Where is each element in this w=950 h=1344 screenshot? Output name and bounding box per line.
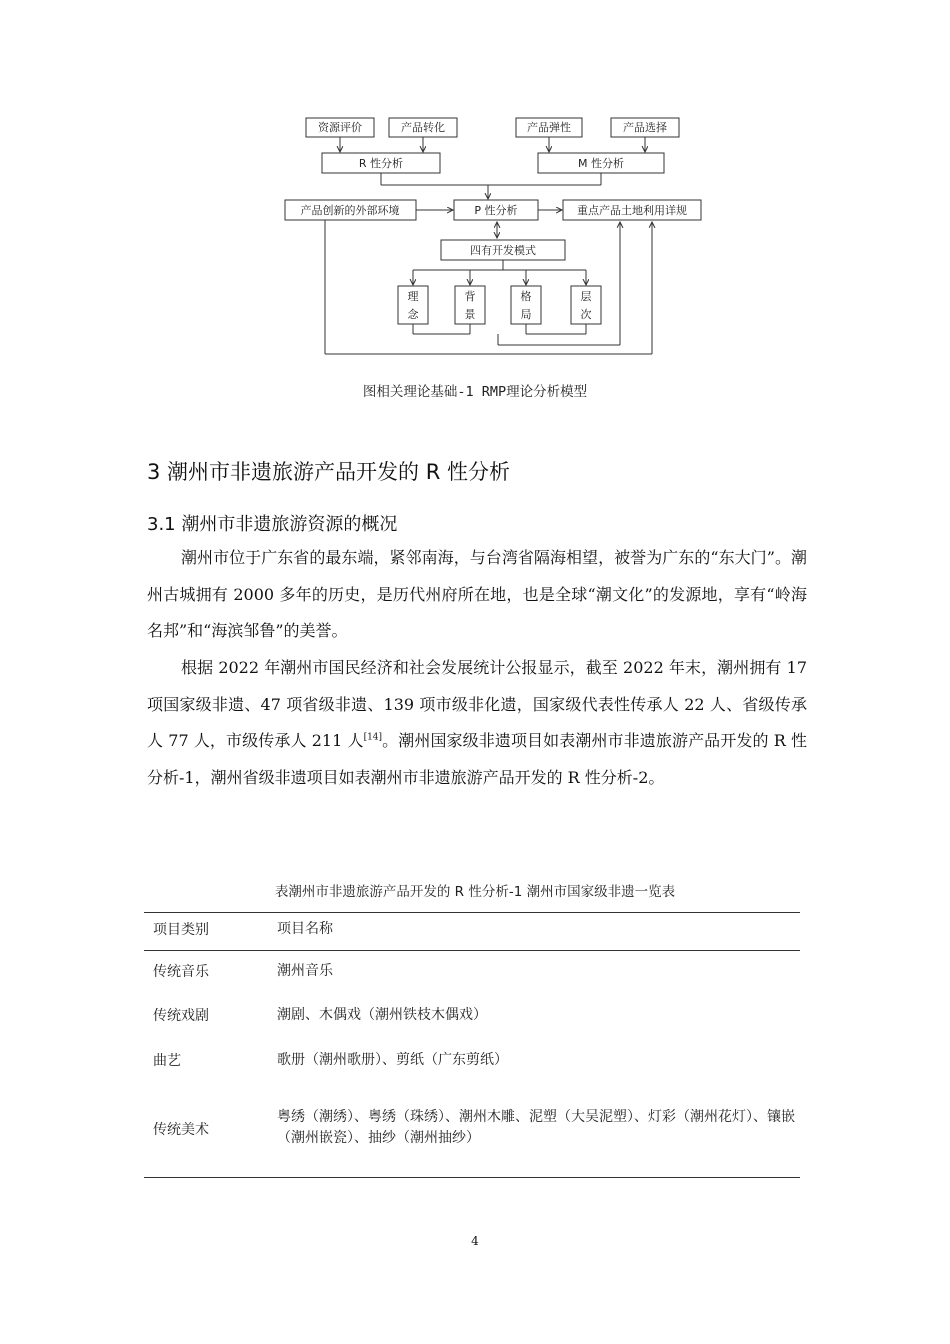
box-land-plan: 重点产品土地利用详规 <box>577 204 687 217</box>
paragraph-intro: 潮州市位于广东省的最东端，紧邻南海，与台湾省隔海相望，被誉为广东的“东大门”。潮州古城拥有 2000 多年的历史，是历代州府所在地，也是全球“潮文化”的发源地，享有“岭海名邦”和“海滨邹鲁”的美誉。 <box>147 548 807 640</box>
table-top-rule <box>144 912 800 913</box>
table-header-rule <box>144 950 800 951</box>
box-pattern-2: 局 <box>520 308 532 321</box>
paragraph-statistics-text: 根据 2022 年潮州市国民经济和社会发展统计公报显示，截至 2022 年末，潮州拥有 17 项国家级非遗、47 项省级非遗、139 项市级非化遗，国家级代表性传承人 22 人、省级传承人 77 人，市级传承人 211 人 <box>147 658 807 750</box>
table-row-1-name: 潮州音乐 <box>277 963 333 979</box>
table-row-1-category: 传统音乐 <box>153 964 209 980</box>
box-product-elasticity: 产品弹性 <box>527 121 571 134</box>
table-header-name: 项目名称 <box>277 921 333 937</box>
box-level-2: 次 <box>580 308 592 321</box>
box-product-transform: 产品转化 <box>401 121 445 134</box>
box-m-analysis: M 性分析 <box>578 157 624 170</box>
table-row-3-name: 歌册（潮州歌册）、剪纸（广东剪纸） <box>277 1052 508 1068</box>
paragraph-statistics <box>147 650 807 796</box>
rmp-model-diagram <box>0 0 950 370</box>
table-row-4-category: 传统美术 <box>153 1122 209 1138</box>
figure-caption: 图相关理论基础-1 RMP理论分析模型 <box>362 384 588 400</box>
table-row-3-category: 曲艺 <box>153 1053 181 1069</box>
table-caption: 表潮州市非遗旅游产品开发的 R 性分析-1 潮州市国家级非遗一览表 <box>274 884 676 900</box>
citation-ref[interactable]: [14] <box>363 732 383 743</box>
box-p-analysis: P 性分析 <box>474 204 518 217</box>
box-four-mode: 四有开发模式 <box>470 244 536 257</box>
box-idea-2: 念 <box>407 308 419 321</box>
table-row-2-category: 传统戏剧 <box>153 1008 209 1024</box>
table-header-category: 项目类别 <box>153 922 209 938</box>
paragraph-statistics-text-end: 。潮州国家级非遗项目如表潮州市非遗旅游产品开发的 R 性分析-1，潮州省级非遗项目如表潮州市非遗旅游产品开发的 R 性分析-2。 <box>147 731 807 787</box>
box-background-1: 背 <box>464 290 476 303</box>
box-resource-eval: 资源评价 <box>318 121 362 134</box>
page-number: 4 <box>471 1234 479 1248</box>
box-product-select: 产品选择 <box>623 121 667 134</box>
table-row-2-name: 潮剧、木偶戏（潮州铁枝木偶戏） <box>277 1007 487 1023</box>
table-row-4-name: 粤绣（潮绣）、粤绣（珠绣）、潮州木雕、泥塑（大吴泥塑）、灯彩（潮州花灯）、镶嵌（潮州嵌瓷）、抽纱（潮州抽纱） <box>277 1109 795 1146</box>
table-bottom-rule <box>144 1177 800 1178</box>
box-r-analysis: R 性分析 <box>358 157 404 170</box>
subsection-heading: 3.1 潮州市非遗旅游资源的概况 <box>147 514 398 535</box>
box-external-env: 产品创新的外部环境 <box>300 204 400 217</box>
box-level-1: 层 <box>580 290 592 303</box>
box-background-2: 景 <box>464 308 476 321</box>
box-idea-1: 理 <box>407 290 419 303</box>
box-pattern-1: 格 <box>520 290 532 303</box>
section-heading: 3 潮州市非遗旅游产品开发的 R 性分析 <box>147 460 510 484</box>
